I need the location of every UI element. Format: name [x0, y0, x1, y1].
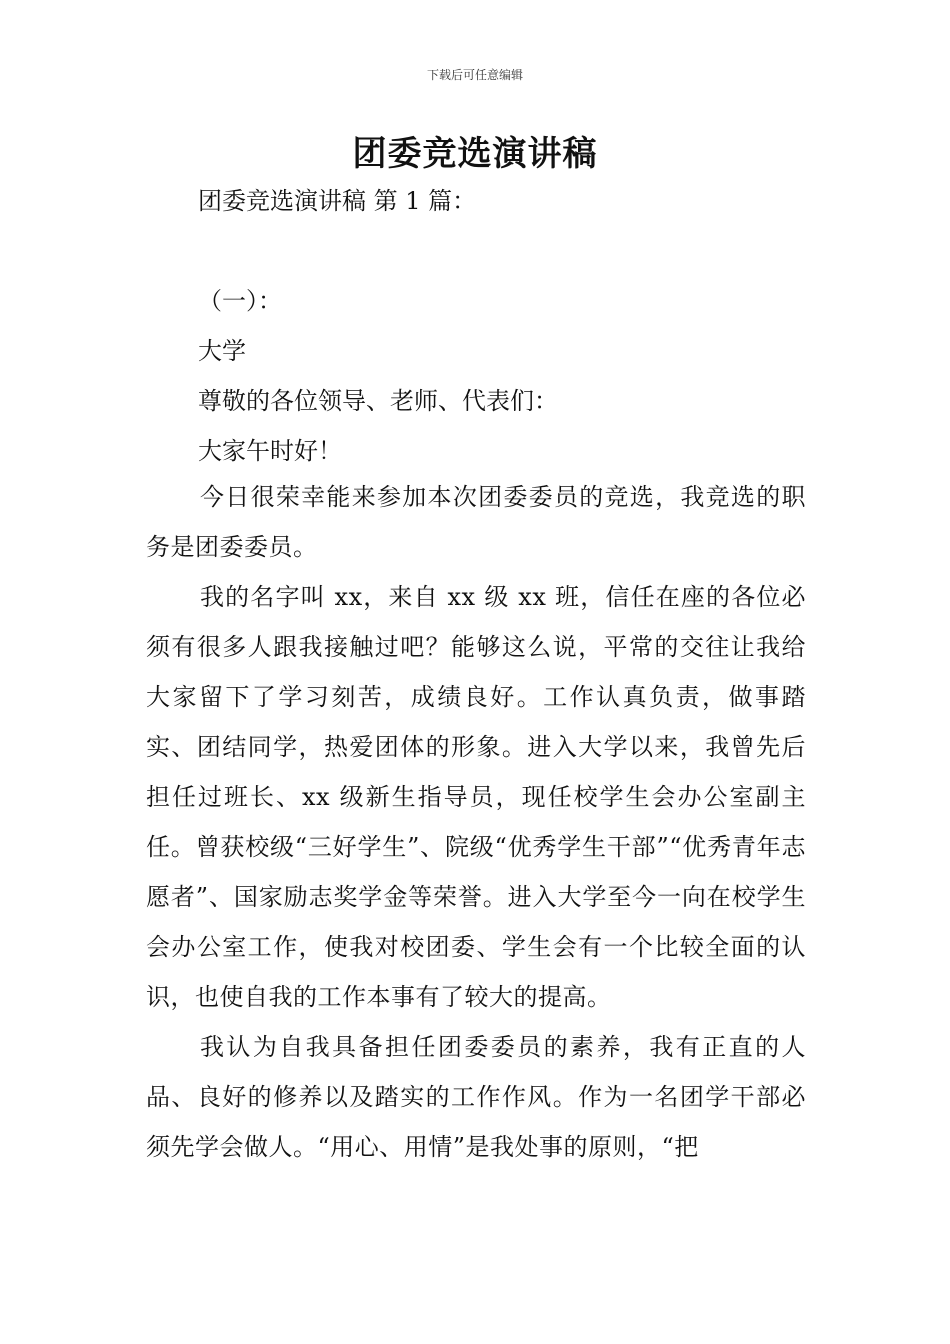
paragraph: 我的名字叫 xx，来自 xx 级 xx 班，信任在座的各位必须有很多人跟我接触过吧？能够这么说，平常的交往让我给大家留下了学习刻苦，成绩良好。工作认真负责，做事踏实、团结同学，热爱团体的形象。进入大学以来，我曾先后担任过班长、xx 级新生指导员，现任校学生会办公室副主任。曾获校级“三好学生”、院级“优秀学生干部”“优秀青年志愿者”、国家励志奖学金等荣誉。进入大学至今一向在校学生会办公室工作，使我对校团委、学生会有一个比较全面的认识，也使自我的工作本事有了较大的提高。 — [146, 583, 806, 1011]
section-marker: （一）： — [198, 287, 282, 315]
paragraph: 我认为自我具备担任团委委员的素养，我有正直的人品、良好的修养以及踏实的工作作风。作为一名团学干部必须先学会做人。“用心、用情”是我处事的原则，“把 — [146, 1033, 806, 1161]
document-title: 团委竞选演讲稿 — [352, 134, 598, 174]
paragraph: 今日很荣幸能来参加本次团委委员的竞选，我竞选的职务是团委委员。 — [146, 483, 806, 561]
school-line: 大学 — [198, 337, 246, 365]
document-subtitle: 团委竞选演讲稿 第 1 篇： — [198, 187, 477, 215]
body-text — [146, 472, 806, 1172]
salutation: 尊敬的各位领导、老师、代表们： — [198, 387, 558, 415]
header-note: 下载后可任意编辑 — [426, 68, 523, 82]
greeting: 大家午时好！ — [198, 437, 342, 465]
